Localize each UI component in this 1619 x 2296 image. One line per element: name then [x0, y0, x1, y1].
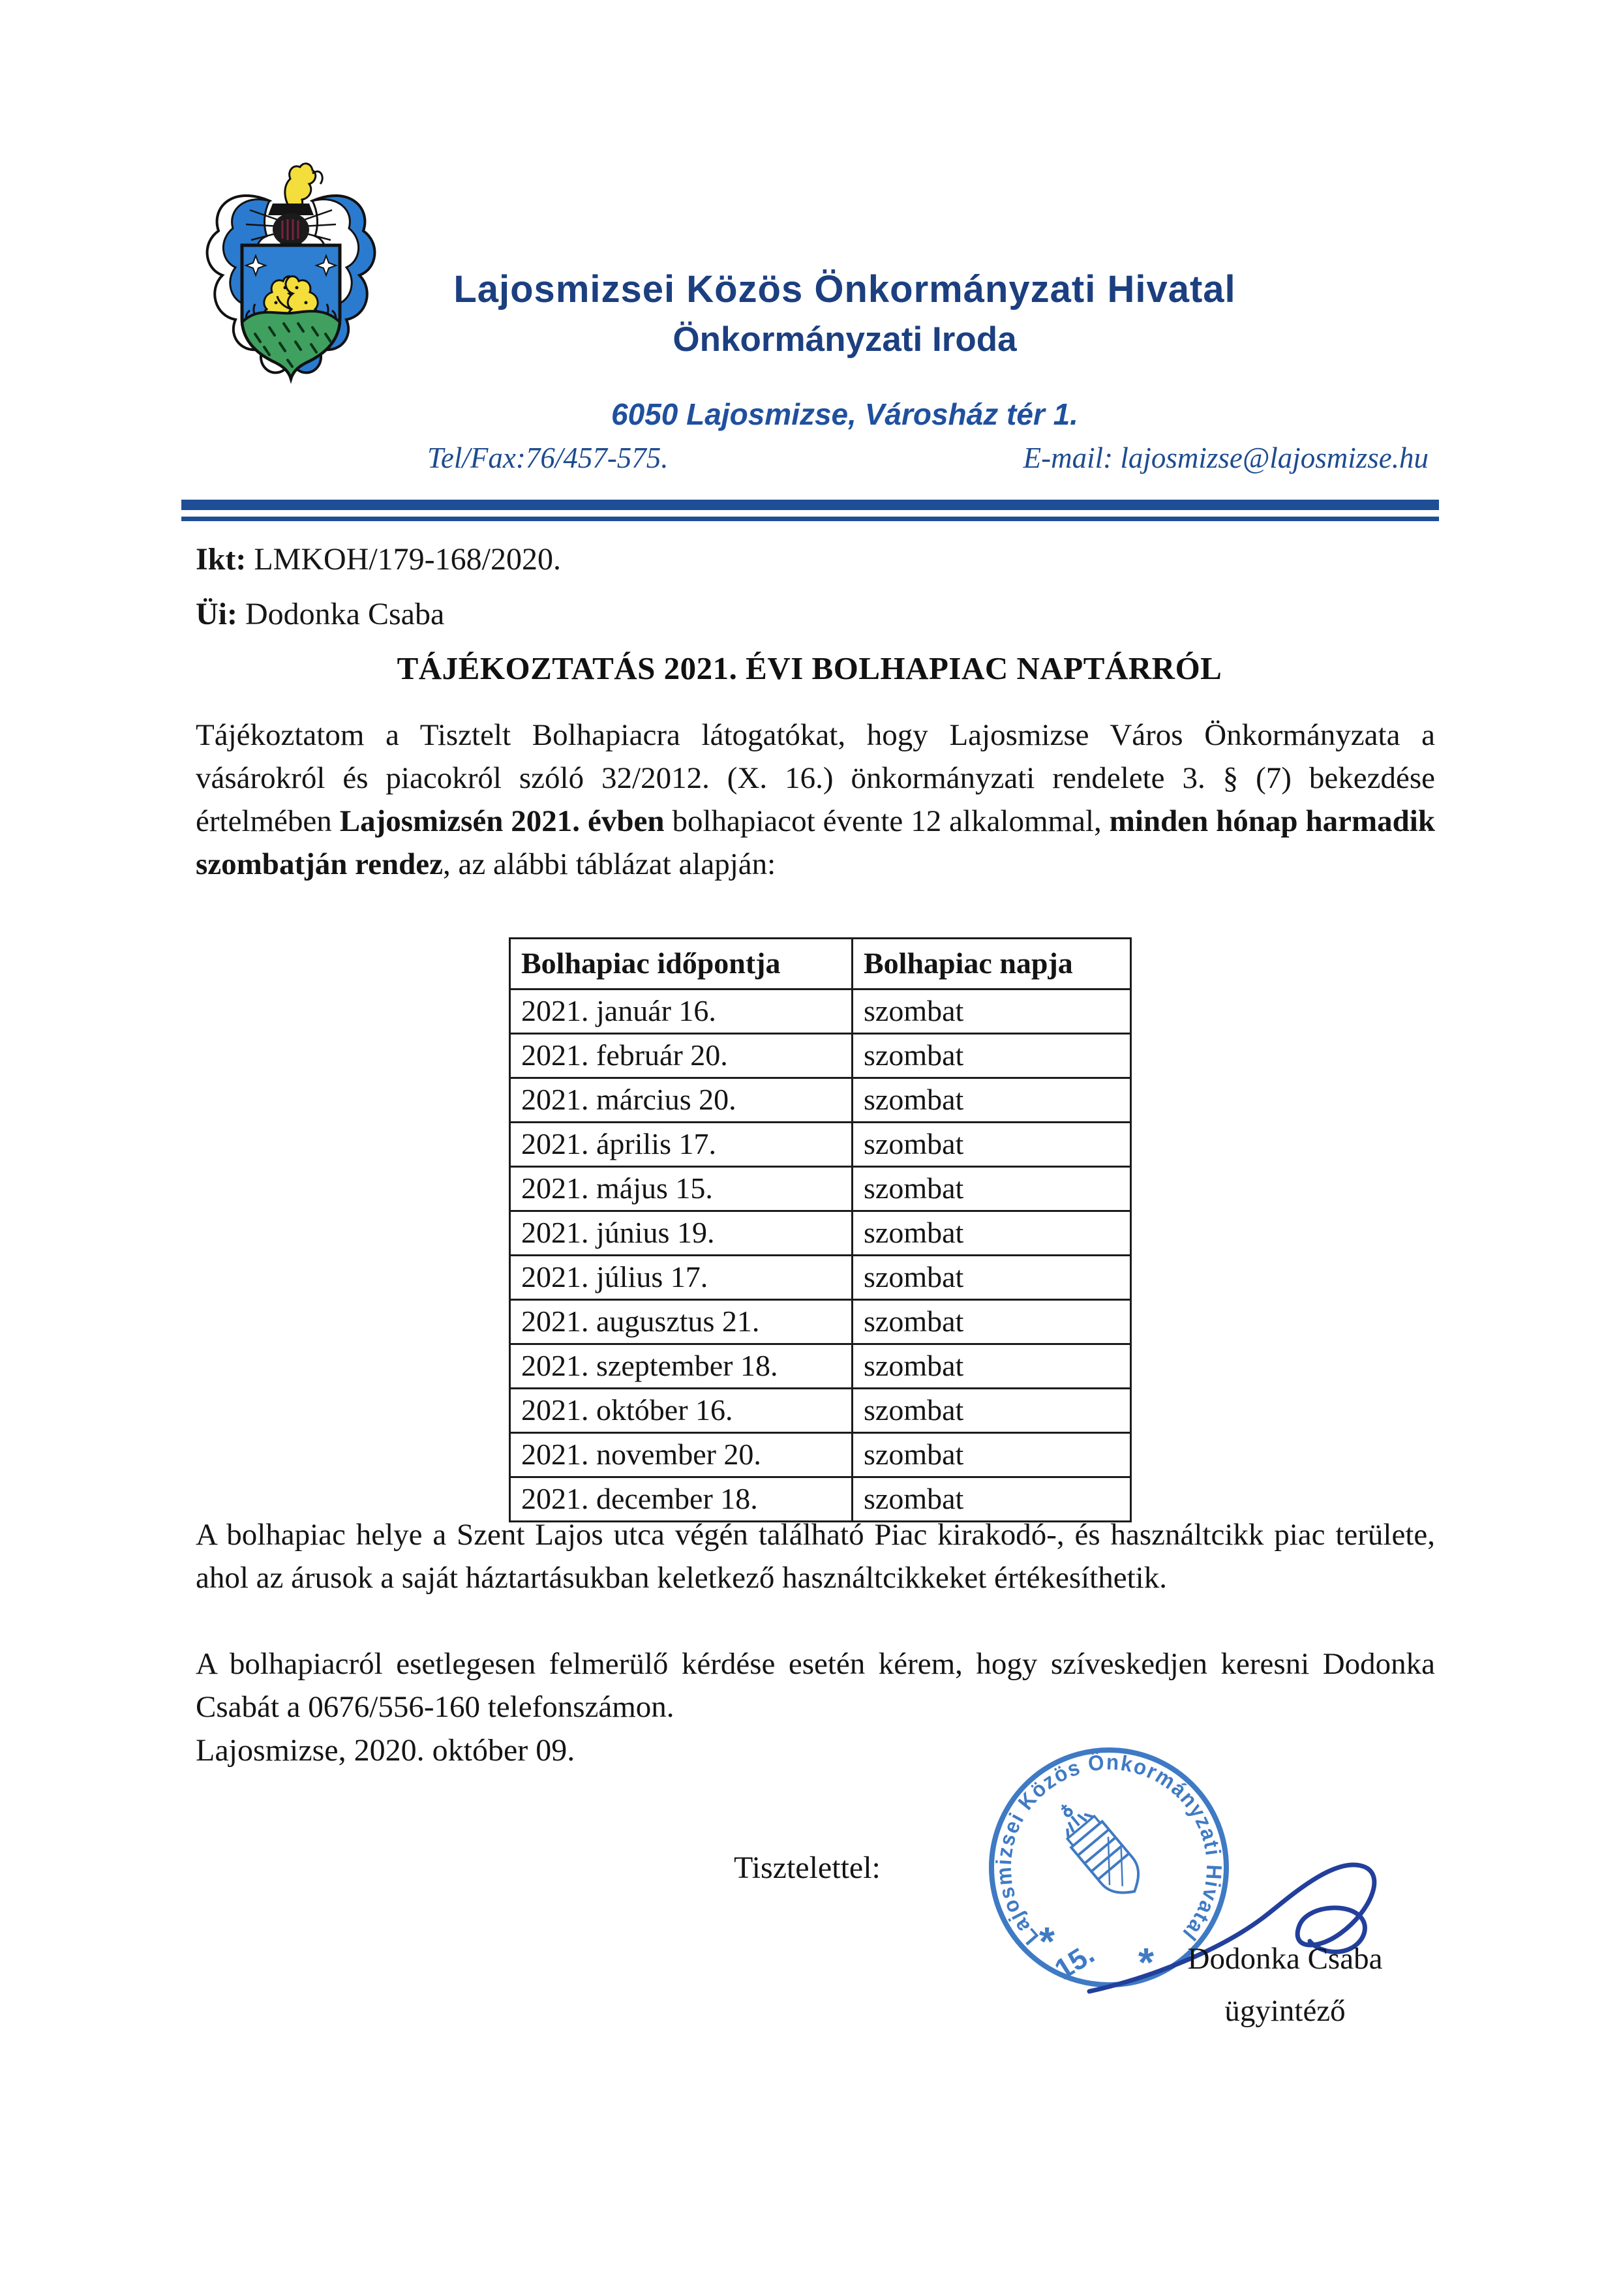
org-name: Lajosmizsei Közös Önkormányzati Hivatal — [453, 268, 1236, 310]
table-row — [510, 1389, 1131, 1433]
table-header-date: Bolhapiac időpontja — [510, 939, 853, 989]
table-header-row — [510, 939, 1131, 989]
cell-date: 2021. június 19. — [510, 1211, 853, 1256]
table-row — [510, 1167, 1131, 1211]
table-row — [510, 1300, 1131, 1344]
clerk-label: Üi: — [196, 597, 237, 631]
cell-day: szombat — [853, 1123, 1131, 1167]
paragraph-intro-text2: bolhapiacot évente 12 alkalommal, — [664, 804, 1110, 838]
cell-day: szombat — [853, 1078, 1131, 1123]
cell-day: szombat — [853, 1167, 1131, 1211]
file-number-label: Ikt: — [196, 542, 247, 577]
paragraph-intro-bold-schedule: minden hónap harmadik szombatján rendez — [196, 804, 1435, 881]
clerk-line — [196, 599, 561, 630]
paragraph-intro-bold-year: Lajosmizsén 2021. évben — [339, 804, 665, 838]
file-number-line — [196, 544, 561, 575]
paragraph-intro-text: Tájékoztatom a Tisztelt Bolhapiacra látogatókat, hogy Lajosmizse Város Önkormányzata a vásárokról és piacokról szóló 32/2012. (X. 16.) önkormányzati rendelete 3. § (7) bekezdése értelmében — [196, 718, 1435, 838]
table-row — [510, 1123, 1131, 1167]
divider-rule-thin — [181, 517, 1439, 521]
cell-date: 2021. december 18. — [510, 1477, 853, 1522]
stamp-asterisk-right: * — [1138, 1941, 1155, 1986]
cell-day: szombat — [853, 1211, 1131, 1256]
paragraph-intro-text3: , az alábbi táblázat alapján: — [443, 847, 776, 881]
cell-date: 2021. január 16. — [510, 989, 853, 1034]
org-address: 6050 Lajosmizse, Városház tér 1. — [611, 397, 1078, 431]
flea-market-table — [509, 937, 1132, 1522]
org-name-block — [280, 269, 1409, 359]
paragraph-location: A bolhapiac helye a Szent Lajos utca végén található Piac kirakodó-, és használtcikk piac területe, ahol az árusok a saját háztartásukban keletkező használtcikkeket értékesíthetik. — [196, 1518, 1435, 1595]
signer-block — [1128, 1941, 1442, 2029]
cell-day: szombat — [853, 1256, 1131, 1300]
cell-date: 2021. október 16. — [510, 1389, 853, 1433]
cell-date: 2021. április 17. — [510, 1123, 853, 1167]
cell-date: 2021. február 20. — [510, 1034, 853, 1078]
table-row — [510, 1433, 1131, 1477]
signer-role: ügyintéző — [1224, 1994, 1346, 2028]
stamp-asterisk-left: * — [1038, 1920, 1055, 1965]
contact-row — [427, 441, 1429, 475]
table-row — [510, 1211, 1131, 1256]
table-row — [510, 989, 1131, 1034]
cell-day: szombat — [853, 1300, 1131, 1344]
cell-day: szombat — [853, 1389, 1131, 1433]
stamp-number: 15. — [1049, 1937, 1100, 1986]
cell-date: 2021. november 20. — [510, 1433, 853, 1477]
cell-date: 2021. szeptember 18. — [510, 1344, 853, 1389]
email-address: E-mail: lajosmizse@lajosmizse.hu — [1023, 442, 1429, 474]
cell-day: szombat — [853, 1344, 1131, 1389]
cell-day: szombat — [853, 1433, 1131, 1477]
stamp-ring-text: Lajosmizsei Közös Önkormányzati Hivatal — [991, 1749, 1227, 1950]
divider-rule — [181, 500, 1439, 521]
cell-date: 2021. augusztus 21. — [510, 1300, 853, 1344]
paragraph-contact: A bolhapiacról esetlegesen felmerülő kérdése esetén kérem, hogy szíveskedjen keresni Dodonka Csabát a 0676/556-160 telefonszámon. — [196, 1647, 1435, 1724]
divider-rule-thick — [181, 500, 1439, 510]
cell-date: 2021. március 20. — [510, 1078, 853, 1123]
table-row — [510, 1078, 1131, 1123]
document-title: TÁJÉKOZTATÁS 2021. ÉVI BOLHAPIAC NAPTÁRRÓL — [397, 650, 1222, 686]
file-number-value: LMKOH/179-168/2020. — [246, 542, 561, 577]
clerk-value: Dodonka Csaba — [237, 597, 445, 631]
telfax-number: Tel/Fax:76/457-575. — [427, 442, 669, 474]
paragraph-intro — [196, 714, 1435, 886]
table-row — [510, 1344, 1131, 1389]
cell-date: 2021. május 15. — [510, 1167, 853, 1211]
org-department: Önkormányzati Iroda — [673, 320, 1017, 359]
helm — [273, 213, 309, 246]
cell-day: szombat — [853, 1034, 1131, 1078]
reference-block — [196, 544, 561, 654]
signer-name: Dodonka Csaba — [1187, 1942, 1383, 1976]
table-header-day: Bolhapiac napja — [853, 939, 1131, 989]
date-line: Lajosmizse, 2020. október 09. — [196, 1733, 575, 1768]
cell-date: 2021. július 17. — [510, 1256, 853, 1300]
salutation: Tisztelettel: — [734, 1850, 881, 1885]
table-row — [510, 1034, 1131, 1078]
table-row — [510, 1256, 1131, 1300]
cell-day: szombat — [853, 1477, 1131, 1522]
cell-day: szombat — [853, 989, 1131, 1034]
